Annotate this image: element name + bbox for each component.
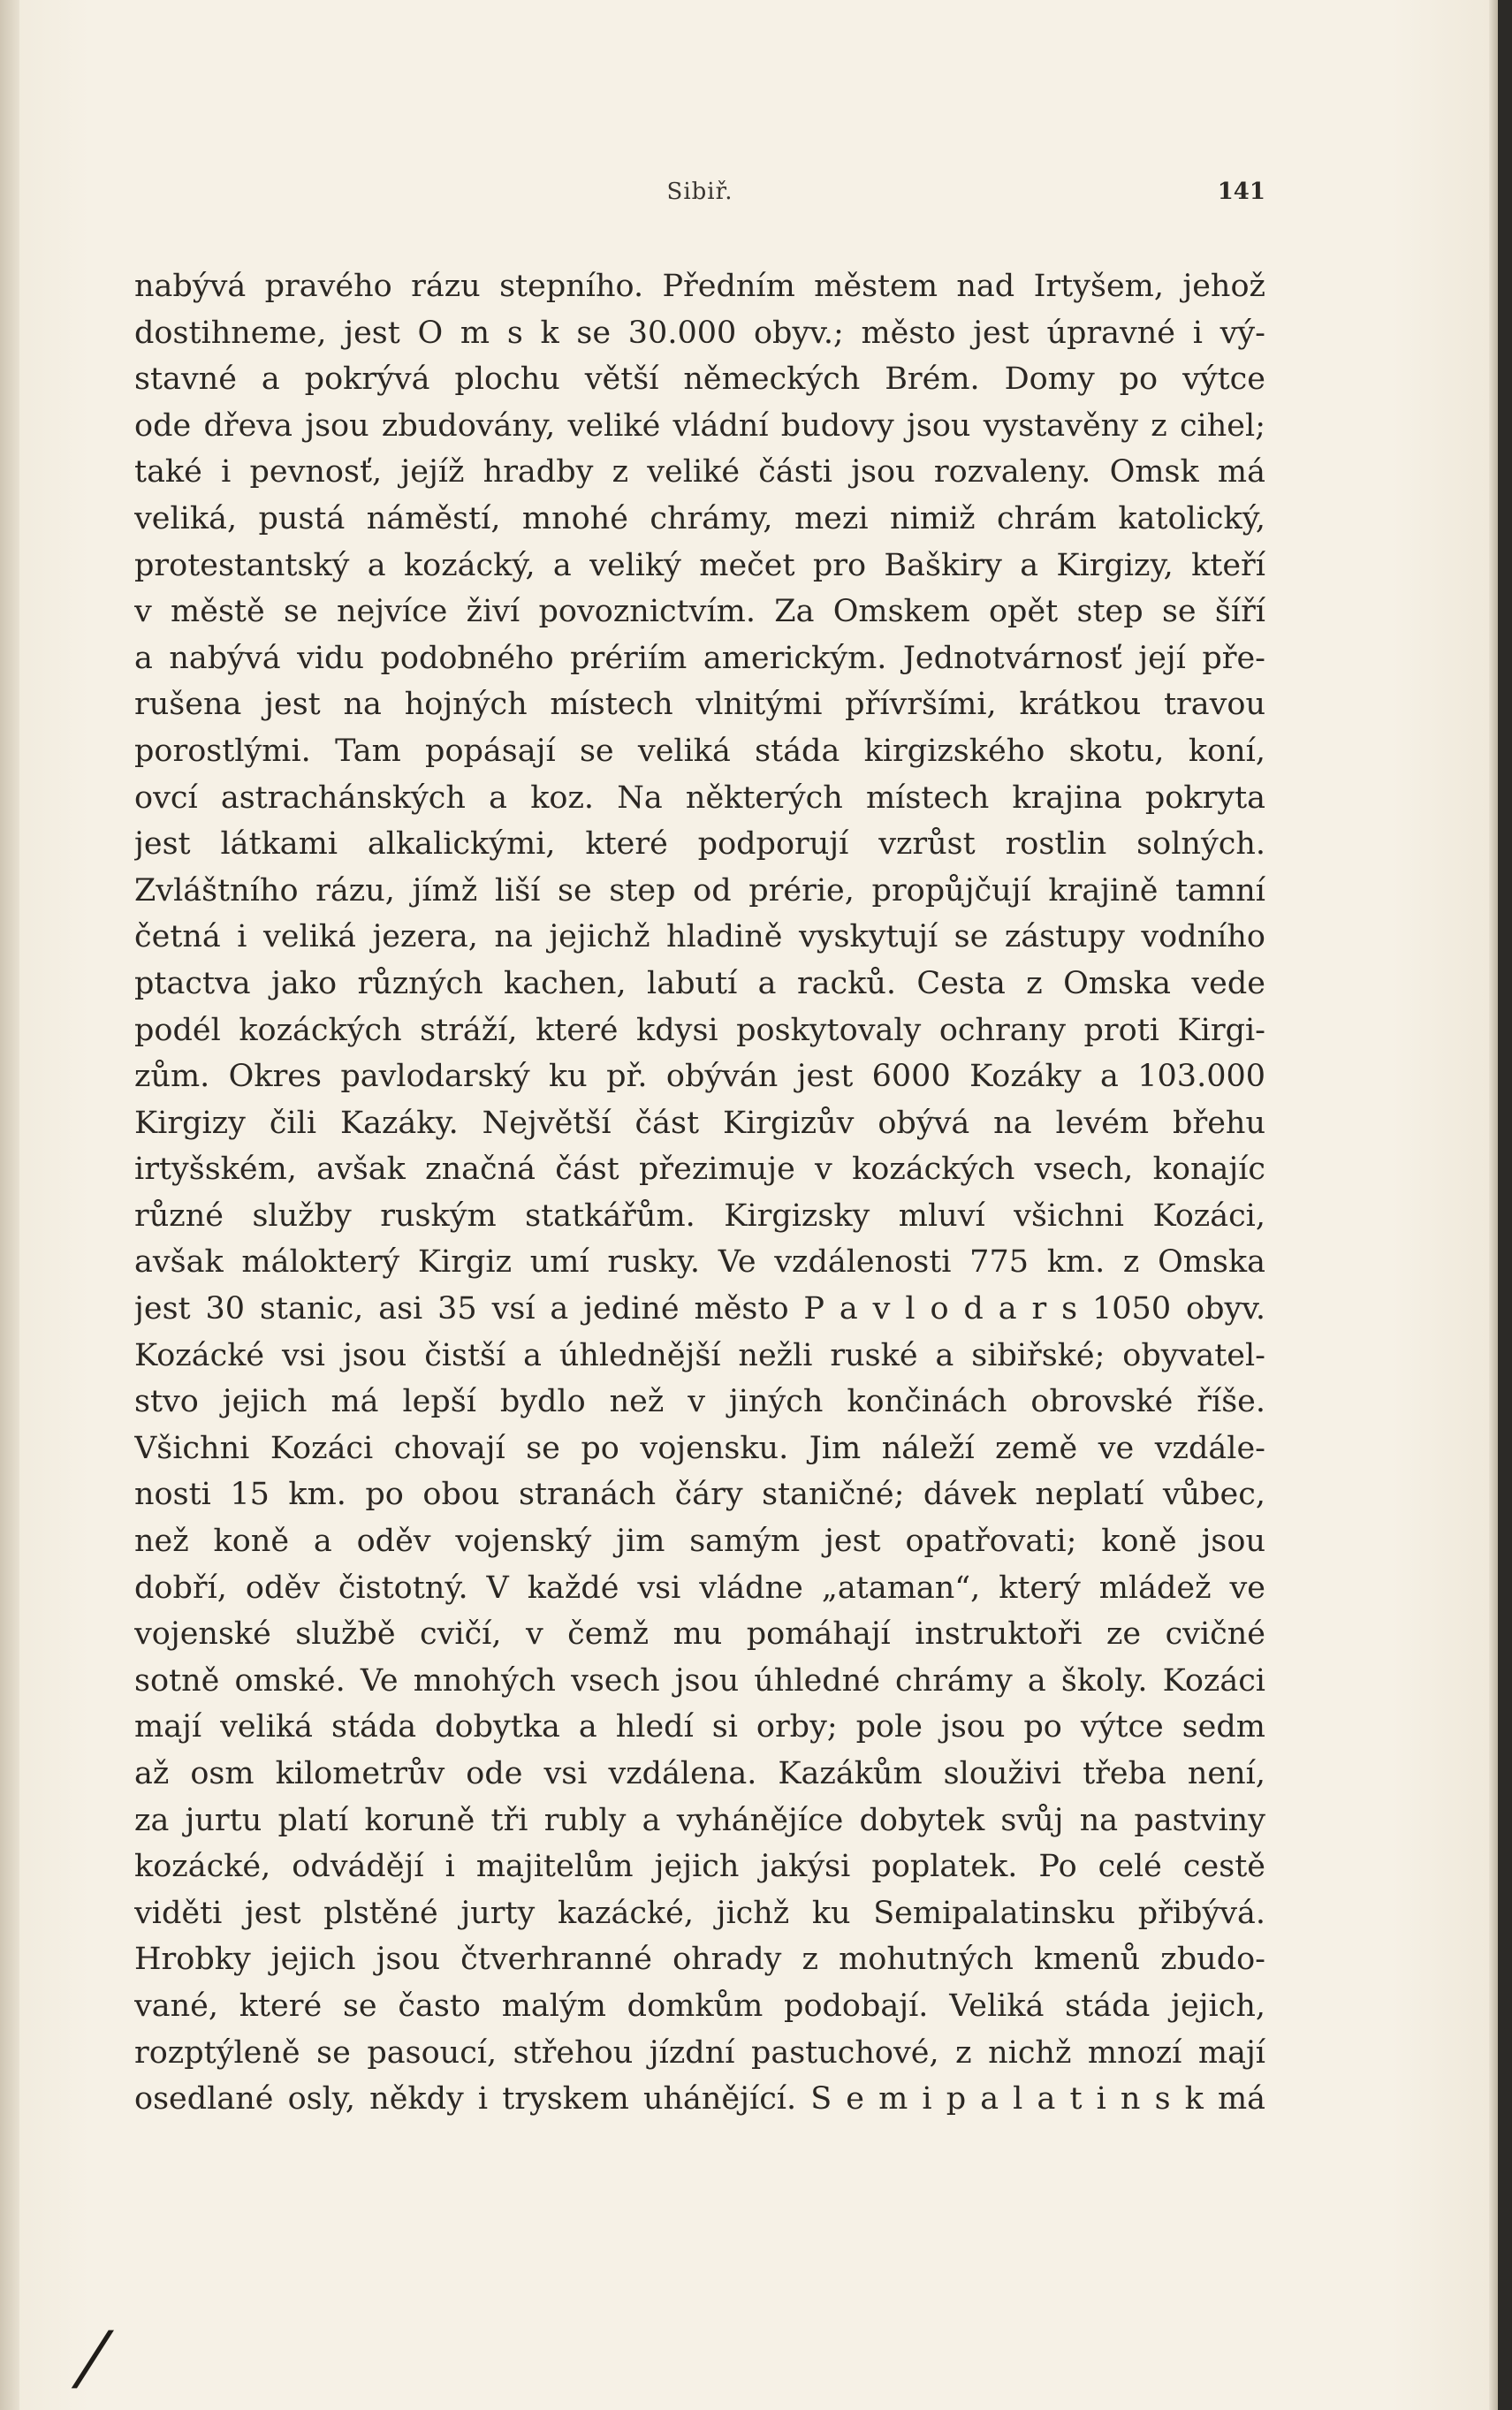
- text-line: irtyšském, avšak značná část přezimuje v kozáckých vsech, konajíc: [134, 1152, 1265, 1188]
- text-line: rozptýleně se pasoucí, střehou jízdní pastuchové, z nichž mnozí mají: [134, 2034, 1265, 2071]
- text-line: ptactva jako různých kachen, labutí a racků. Cesta z Omska vede: [134, 965, 1265, 1001]
- body-text: [134, 263, 1265, 2123]
- text-line: viděti jest plstěné jurty kazácké, jichž ku Semipalatinsku přibývá.: [134, 1895, 1265, 1931]
- text-line: mají veliká stáda dobytka a hledí si orby; pole jsou po výtce sedm: [134, 1709, 1265, 1745]
- text-line: Kozácké vsi jsou čistší a úhlednější nežli ruské a sibiřské; obyvatel-: [134, 1337, 1265, 1373]
- text-line: Zvláštního rázu, jímž liší se step od prérie, propůjčují krajině tamní: [134, 872, 1265, 909]
- page-binding-edge: [0, 0, 19, 2410]
- text-line: také i pevnosť, jejíž hradby z veliké části jsou rozvaleny. Omsk má: [134, 454, 1265, 490]
- text-line: veliká, pustá náměstí, mnohé chrámy, mezi nimiž chrám katolický,: [134, 500, 1265, 536]
- text-line: avšak málokterý Kirgiz umí rusky. Ve vzdálenosti 775 km. z Omska: [134, 1244, 1265, 1281]
- text-line: Hrobky jejich jsou čtverhranné ohrady z mohutných kmenů zbudo-: [134, 1942, 1265, 1978]
- text-line: ovcí astrachánských a koz. Na některých místech krajina pokryta: [134, 779, 1265, 816]
- text-line: nosti 15 km. po obou stranách čáry staničné; dávek neplatí vůbec,: [134, 1477, 1265, 1513]
- text-line: dobří, oděv čistotný. V každé vsi vládne „ataman“, který mládež ve: [134, 1570, 1265, 1606]
- text-line: stavné a pokrývá plochu větší německých Brém. Domy po výtce: [134, 361, 1265, 398]
- text-line: nabývá pravého rázu stepního. Předním městem nad Irtyšem, jehož: [134, 269, 1265, 304]
- page-header: [134, 179, 1265, 214]
- page-number: 141: [1217, 179, 1265, 205]
- text-line: než koně a oděv vojenský jim samým jest opatřovati; koně jsou: [134, 1524, 1265, 1560]
- text-line: a nabývá vidu podobného prériím americkým. Jednotvárnosť její pře-: [134, 640, 1265, 676]
- text-line: za jurtu platí koruně tři rubly a vyhánějíce dobytek svůj na pastviny: [134, 1802, 1265, 1838]
- text-line: protestantský a kozácký, a veliký mečet pro Baškiry a Kirgizy, kteří: [134, 547, 1265, 583]
- text-line: jest 30 stanic, asi 35 vsí a jediné město P a v l o d a r s 1050 obyv.: [134, 1291, 1265, 1327]
- text-line: zům. Okres pavlodarský ku př. obýván jest 6000 Kozáky a 103.000: [134, 1059, 1265, 1095]
- text-line: rušena jest na hojných místech vlnitými přívršími, krátkou travou: [134, 687, 1265, 723]
- text-line: kozácké, odvádějí i majitelům jejich jakýsi poplatek. Po celé cestě: [134, 1849, 1265, 1885]
- text-line: vané, které se často malým domkům podobají. Veliká stáda jejich,: [134, 1988, 1265, 2024]
- text-line: ode dřeva jsou zbudovány, veliké vládní budovy jsou vystavěny z cihel;: [134, 407, 1265, 444]
- text-line: četná i veliká jezera, na jejichž hladině vyskytují se zástupy vodního: [134, 919, 1265, 955]
- text-line: stvo jejich má lepší bydlo než v jiných končinách obrovské říše.: [134, 1384, 1265, 1420]
- text-line: Kirgizy čili Kazáky. Největší část Kirgizův obývá na levém břehu: [134, 1105, 1265, 1141]
- text-line: dostihneme, jest O m s k se 30.000 obyv.; město jest úpravné i vý-: [134, 315, 1265, 351]
- text-line: různé služby ruským statkářům. Kirgizsky mluví všichni Kozáci,: [134, 1197, 1265, 1234]
- scan-border: [1498, 0, 1512, 2410]
- text-line: sotně omské. Ve mnohých vsech jsou úhledné chrámy a školy. Kozáci: [134, 1662, 1265, 1699]
- text-line: až osm kilometrův ode vsi vzdálena. Kazákům slouživi třeba není,: [134, 1756, 1265, 1791]
- text-line: Všichni Kozáci chovají se po vojensku. Jim náleží země ve vzdále-: [134, 1430, 1265, 1466]
- running-head: Sibiř.: [666, 179, 733, 205]
- text-line: jest látkami alkalickými, které podporují vzrůst rostlin solných.: [134, 826, 1265, 863]
- text-line: vojenské službě cvičí, v čemž mu pomáhají instruktoři ze cvičné: [134, 1616, 1265, 1653]
- text-line: porostlými. Tam popásají se veliká stáda kirgizského skotu, koní,: [134, 733, 1265, 769]
- text-line: osedlané osly, někdy i tryskem uhánějící. S e m i p a l a t i n s k má: [134, 2081, 1265, 2117]
- text-line: v městě se nejvíce živí povoznictvím. Za Omskem opět step se šíří: [134, 594, 1265, 630]
- pencil-mark-icon: /: [67, 2316, 119, 2399]
- page-right-shadow: [1489, 0, 1498, 2410]
- text-line: podél kozáckých stráží, které kdysi poskytovaly ochrany proti Kirgi-: [134, 1012, 1265, 1048]
